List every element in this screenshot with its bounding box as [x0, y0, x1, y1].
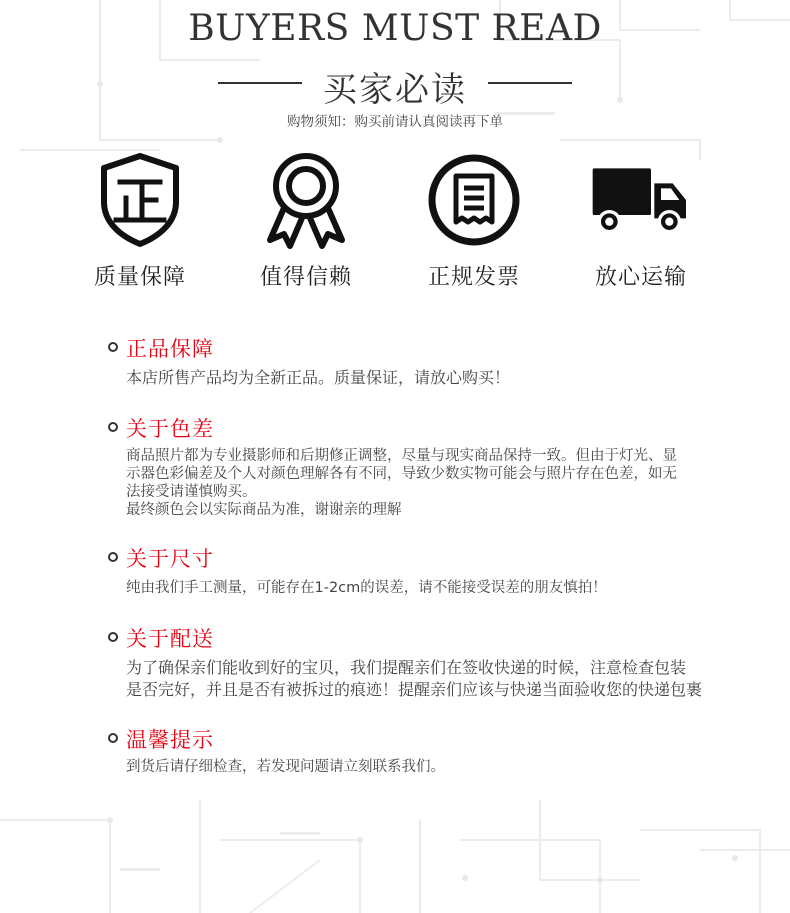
- bullet-circle-icon: [108, 342, 118, 352]
- invoice-receipt-icon: [424, 150, 524, 250]
- notice-line: 商品照片都为专业摄影师和后期修正调整，尽量与现实商品保持一致。但由于灯光、显: [126, 448, 677, 464]
- notice-line: 纯由我们手工测量，可能存在1-2cm的误差，请不能接受误差的朋友慎拍！: [126, 580, 607, 596]
- notice-heading: 正品保障: [126, 337, 214, 361]
- feature-icons-row: [0, 150, 790, 300]
- notice-heading: 关于配送: [126, 627, 214, 651]
- feature-trust: [231, 150, 381, 291]
- notice-body: [126, 447, 706, 519]
- notice-body: [126, 367, 706, 389]
- page-subtitle: 购物须知：购买前请认真阅读再下单: [287, 114, 503, 130]
- notice-body: [126, 657, 706, 701]
- feature-label: 值得信赖: [259, 265, 352, 290]
- notice-line: 本店所售产品均为全新正品。质量保证，请放心购买！: [126, 368, 511, 387]
- page-title-cn: 买家必读: [323, 70, 467, 110]
- bullet-circle-icon: [108, 422, 118, 432]
- feature-label: 放心运输: [594, 265, 687, 290]
- notice-line: 到货后请仔细检查，若发现问题请立刻联系我们。: [126, 759, 445, 775]
- delivery-truck-icon: [591, 150, 691, 250]
- bullet-circle-icon: [108, 632, 118, 642]
- notice-line: 示器色彩偏差及个人对颜色理解各有不同，导致少数实物可能会与照片存在色差，如无: [126, 466, 677, 482]
- notice-line: 是否完好，并且是否有被拆过的痕迹！提醒亲们应该与快递当面验收您的快递包裹: [126, 680, 703, 699]
- notice-heading: 关于色差: [126, 417, 214, 441]
- bullet-circle-icon: [108, 733, 118, 743]
- award-ribbon-icon: [256, 150, 356, 250]
- notice-body: [126, 758, 706, 776]
- feature-label: 质量保障: [93, 265, 186, 290]
- feature-shipping: [566, 150, 716, 291]
- title-divider-right: [488, 82, 572, 84]
- page-title-cn-row: [0, 62, 790, 110]
- notice-line: 法接受请谨慎购买。: [126, 484, 257, 500]
- feature-quality: [65, 150, 215, 291]
- genuine-shield-icon: [90, 150, 190, 250]
- notice-line: 为了确保亲们能收到好的宝贝，我们提醒亲们在签收快递的时候，注意检查包装: [126, 658, 687, 677]
- feature-invoice: [399, 150, 549, 291]
- notice-heading: 温馨提示: [126, 728, 214, 752]
- notice-line: 最终颜色会以实际商品为准，谢谢亲的理解: [126, 502, 402, 518]
- notice-body: [126, 579, 706, 597]
- page-title-en: BUYERS MUST READ: [188, 8, 602, 49]
- notice-heading: 关于尺寸: [126, 547, 214, 571]
- feature-label: 正规发票: [427, 265, 520, 290]
- bullet-circle-icon: [108, 552, 118, 562]
